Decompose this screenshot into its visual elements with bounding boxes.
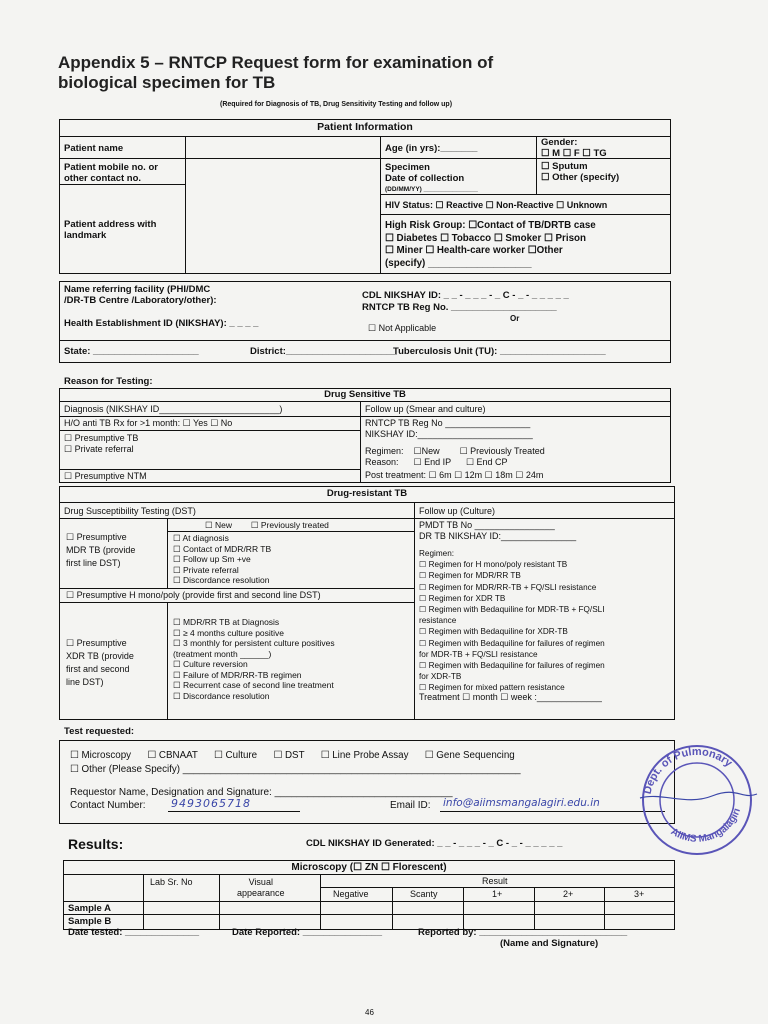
presumptive-xdr-checkbox[interactable]: ☐ Presumptive XDR TB (provide first and second line DST) — [66, 638, 134, 687]
page-number: 46 — [365, 1008, 374, 1017]
presumptive-mdr-checkbox[interactable]: ☐ Presumptive MDR TB (provide first line DST) — [66, 532, 136, 568]
regimen-reason-field[interactable]: Regimen: ☐New ☐ Previously Treated Reason: ☐ End IP ☐ End CP — [365, 446, 545, 467]
xdr-reason-list[interactable]: ☐ MDR/RR TB at Diagnosis ☐ ≥ 4 months culture positive ☐ 3 monthly for persistent culture positives (treatment month ______) ☐ Culture reversion ☐ Failure of MDR/RR-TB regimen ☐ Recurrent case of second line treatment ☐ Discordance resolution — [173, 617, 335, 701]
col-2plus: 2+ — [563, 889, 574, 899]
name-signature-label: (Name and Signature) — [500, 938, 599, 949]
sample-b-row: Sample B — [68, 916, 112, 927]
date-tested-field[interactable]: Date tested: ______________ — [68, 927, 199, 938]
col-lab-sr-no: Lab Sr. No — [150, 877, 193, 887]
high-risk-group-field[interactable]: High Risk Group: ☐Contact of TB/DRTB case ☐ Diabetes ☐ Tobacco ☐ Smoker ☐ Prison ☐ Miner ☐ Health-care worker ☐Other (specify) ___________________ — [385, 220, 596, 269]
gender-field[interactable]: Gender: ☐ M ☐ F ☐ TG — [541, 137, 607, 159]
col-visual-appearance: Visual appearance — [237, 877, 285, 898]
drug-sensitive-heading: Drug Sensitive TB — [324, 389, 406, 400]
follow-up-smear-label: Follow up (Smear and culture) — [365, 404, 486, 414]
results-cdl-id-field[interactable]: CDL NIKSHAY ID Generated: _ _ - _ _ _ - _ C - _ - _ _ _ _ _ — [306, 838, 563, 849]
patient-mobile-label: Patient mobile no. or other contact no. — [64, 162, 158, 184]
department-stamp — [632, 740, 762, 856]
presumptive-ntm-checkbox[interactable]: ☐ Presumptive NTM — [64, 471, 147, 481]
referring-facility-label: Name referring facility (PHI/DMC /DR-TB Centre /Laboratory/other): — [64, 284, 217, 306]
regimen-list[interactable]: Regimen: ☐ Regimen for H mono/poly resistant TB ☐ Regimen for MDR/RR TB ☐ Regimen for MDR/RR-TB + FQ/SLI resistance ☐ Regimen for XDR TB ☐ Regimen with Bedaquiline for MDR-TB + FQ/SLI resistance ☐ Regimen with Bedaquiline for XDR-TB ☐ Regimen with Bedaquiline for failures of regimen for MDR-TB + FQ/SLI resistance ☐ Regimen with Bedaquiline for failures of regimen for XDR-TB ☐ Regimen for mixed pattern resistance — [419, 549, 605, 693]
presumptive-h-mono-checkbox[interactable]: ☐ Presumptive H mono/poly (provide first and second line DST) — [66, 590, 321, 600]
new-previously-treated-field[interactable]: ☐ New ☐ Previously treated — [205, 520, 329, 530]
hiv-status-field[interactable]: HIV Status: ☐ Reactive ☐ Non-Reactive ☐ Unknown — [385, 200, 608, 210]
reason-for-testing-label: Reason for Testing: — [64, 376, 153, 387]
results-label: Results: — [68, 836, 124, 852]
patient-name-label: Patient name — [64, 143, 124, 154]
contact-number-value[interactable]: 9493065718 — [171, 797, 251, 810]
follow-up-reg-field[interactable]: RNTCP TB Reg No _________________ NIKSHAY ID:_______________________ — [365, 418, 533, 439]
email-label: Email ID: — [390, 800, 431, 811]
follow-up-culture-label: Follow up (Culture) — [419, 506, 496, 516]
col-scanty: Scanty — [410, 889, 438, 899]
requestor-field[interactable]: Requestor Name, Designation and Signature: ________________________________ — [70, 787, 453, 798]
ho-anti-tb-field[interactable]: H/O anti TB Rx for >1 month: ☐ Yes ☐ No — [64, 418, 233, 428]
svg-text:AIIMS Mangalagiri: AIIMS Mangalagiri — [668, 806, 744, 845]
form-title: Appendix 5 – RNTCP Request form for examination of biological specimen for TB — [58, 53, 494, 92]
test-requested-label: Test requested: — [64, 726, 135, 737]
drug-resistant-heading: Drug-resistant TB — [326, 488, 408, 499]
diagnosis-nikshay-field[interactable]: Diagnosis (NIKSHAY ID________________________) — [64, 404, 283, 414]
test-checkboxes[interactable]: ☐ Microscopy ☐ CBNAAT ☐ Culture ☐ DST ☐ Line Probe Assay ☐ Gene Sequencing — [70, 750, 515, 761]
date-reported-field[interactable]: Date Reported: _______________ — [232, 927, 382, 938]
patient-info-heading: Patient Information — [317, 121, 413, 133]
state-field[interactable]: State: ____________________ — [64, 346, 199, 357]
form-subtitle: (Required for Diagnosis of TB, Drug Sensitivity Testing and follow up) — [220, 101, 453, 108]
col-negative: Negative — [333, 889, 369, 899]
contact-number-label: Contact Number: — [70, 800, 146, 811]
other-test-field[interactable]: ☐ Other (Please Specify) ______________________________________________________________ — [70, 764, 521, 775]
col-1plus: 1+ — [492, 889, 503, 899]
sample-a-row: Sample A — [68, 903, 111, 914]
treatment-duration-field[interactable]: Treatment ☐ month ☐ week :_____________ — [419, 692, 602, 702]
patient-address-label: Patient address with landmark — [64, 219, 157, 241]
post-treatment-field[interactable]: Post treatment: ☐ 6m ☐ 12m ☐ 18m ☐ 24m — [365, 470, 544, 480]
presumptive-tb-checkbox[interactable]: ☐ Presumptive TB ☐ Private referral — [64, 433, 139, 454]
tu-field[interactable]: Tuberculosis Unit (TU): ____________________ — [393, 346, 606, 357]
svg-text:Dept. of Pulmonary: Dept. of Pulmonary — [641, 745, 735, 796]
not-applicable-checkbox[interactable]: ☐ Not Applicable — [368, 323, 437, 333]
rntcp-reg-field[interactable]: RNTCP TB Reg No. ____________________ — [362, 302, 557, 313]
reported-by-field[interactable]: Reported by: ____________________________ — [418, 927, 628, 938]
col-3plus: 3+ — [634, 889, 645, 899]
district-field[interactable]: District:_____________________ — [250, 346, 397, 357]
specimen-type-field[interactable]: ☐ Sputum ☐ Other (specify) — [541, 161, 620, 183]
health-establishment-id-field[interactable]: Health Establishment ID (NIKSHAY): _ _ _ _ — [64, 318, 259, 329]
col-result: Result — [482, 876, 508, 886]
or-label: Or — [510, 314, 520, 323]
email-value[interactable]: info@aiimsmangalagiri.edu.in — [443, 797, 600, 809]
cdl-nikshay-id-field[interactable]: CDL NIKSHAY ID: _ _ - _ _ _ - _ C - _ - _ _ _ _ _ — [362, 290, 569, 301]
dst-label: Drug Susceptibility Testing (DST) — [64, 506, 196, 516]
pmdt-field[interactable]: PMDT TB No ________________ DR TB NIKSHAY ID:_______________ — [419, 520, 577, 541]
age-field[interactable]: Age (in yrs):_______ — [385, 143, 478, 154]
specimen-date-label: Specimen Date of collection — [385, 162, 465, 184]
mdr-reason-list[interactable]: ☐ At diagnosis ☐ Contact of MDR/RR TB ☐ Follow up Sm +ve ☐ Private referral ☐ Discordance resolution — [173, 533, 272, 585]
microscopy-heading[interactable]: Microscopy (☐ ZN ☐ Florescent) — [291, 862, 447, 873]
date-format-field[interactable]: (DD/MM/YY) _______________ — [385, 186, 478, 193]
